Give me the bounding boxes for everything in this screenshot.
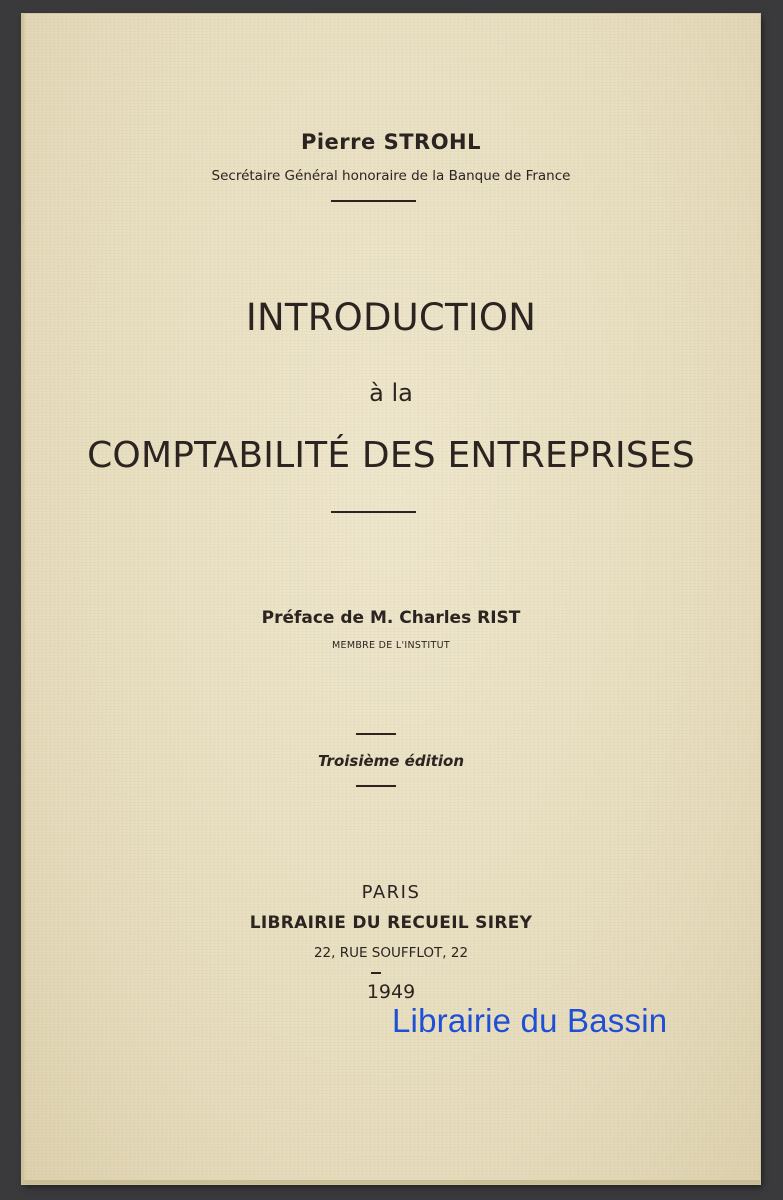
publisher-address: 22, RUE SOUFFLOT, 22 [313, 945, 469, 961]
divider-rule [331, 511, 416, 513]
cover-left-edge [22, 14, 26, 1184]
watermark-text: Librairie du Bassin [392, 1002, 668, 1039]
cover-bottom-edge [22, 1180, 760, 1184]
author [22, 130, 760, 154]
divider-rule [356, 733, 396, 735]
preface-subtitle: MEMBRE DE L'INSTITUT [332, 640, 450, 651]
title-line-2: à la [369, 379, 413, 407]
publisher: LIBRAIRIE DU RECUEIL SIREY [249, 913, 533, 933]
city: PARIS [361, 882, 421, 903]
divider-dash [371, 972, 381, 974]
author-subtitle: Secrétaire Général honoraire de la Banque de France [211, 168, 571, 184]
title-line-1: INTRODUCTION [245, 296, 537, 339]
edition: Troisième édition [317, 752, 465, 770]
preface: Préface de M. Charles RIST [261, 608, 521, 628]
publication-year: 1949 [366, 981, 416, 1003]
author-first-name: Pierre [300, 130, 376, 154]
author-last-name: STROHL [383, 130, 482, 154]
divider-rule [331, 200, 416, 202]
divider-rule [356, 785, 396, 787]
title-line-3: COMPTABILITÉ DES ENTREPRISES [87, 435, 695, 476]
